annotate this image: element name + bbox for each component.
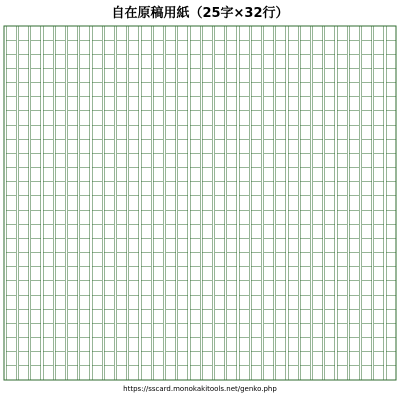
genko-grid-sheet [0,24,400,384]
page-title: 自在原稿用紙（25字×32行） [111,6,289,21]
source-url: https://sscard.monokakitools.net/genko.php [123,385,277,393]
grid-lines [4,26,396,380]
